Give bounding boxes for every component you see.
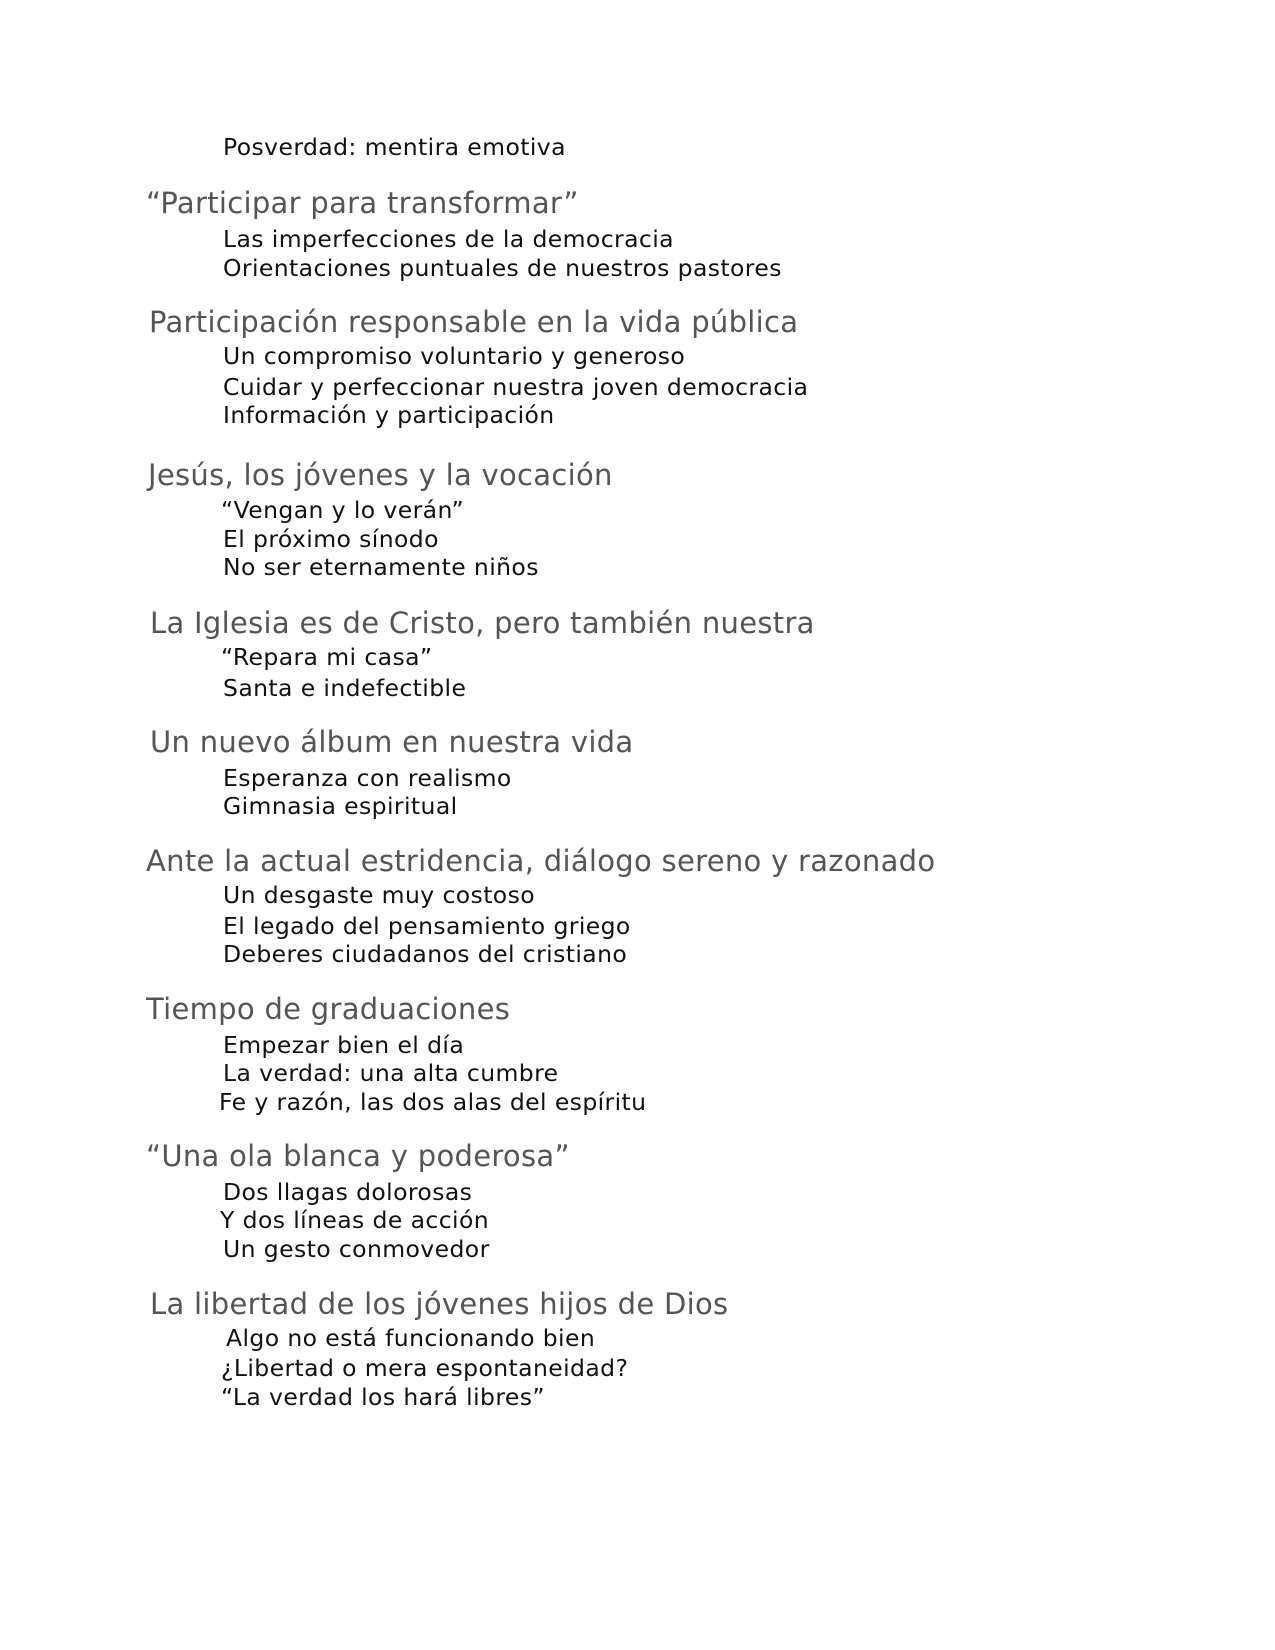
section-title: La libertad de los jóvenes hijos de Dios [150, 1287, 729, 1321]
section-title: La Iglesia es de Cristo, pero también nuestra [150, 606, 815, 640]
section-item: Santa e indefectible [223, 674, 467, 702]
section-item: Gimnasia espiritual [223, 792, 458, 820]
section-title: Tiempo de graduaciones [146, 992, 511, 1026]
section-item: Orientaciones puntuales de nuestros pastores [223, 254, 782, 282]
section-item: El legado del pensamiento griego [223, 912, 631, 940]
section-item: Información y participación [223, 401, 555, 429]
section-item: El próximo sínodo [223, 525, 439, 553]
section-item: Empezar bien el día [223, 1031, 465, 1059]
section-item: Deberes ciudadanos del cristiano [223, 940, 628, 968]
section-title: “Participar para transformar” [146, 186, 579, 220]
section-item: Esperanza con realismo [223, 764, 512, 792]
section-title: Un nuevo álbum en nuestra vida [150, 725, 634, 759]
section-item: No ser eternamente niños [223, 553, 539, 581]
section-item: Y dos líneas de acción [220, 1206, 490, 1234]
section-item: Dos llagas dolorosas [223, 1178, 473, 1206]
section-item: “Vengan y lo verán” [221, 496, 465, 524]
section-item: Un desgaste muy costoso [223, 881, 536, 909]
section-item: “La verdad los hará libres” [221, 1383, 545, 1411]
section-item: “Repara mi casa” [221, 643, 433, 671]
section-item: ¿Libertad o mera espontaneidad? [221, 1354, 629, 1382]
section-item: Un compromiso voluntario y generoso [223, 342, 686, 370]
section-title: Jesús, los jóvenes y la vocación [148, 458, 613, 492]
section-item: Las imperfecciones de la democracia [223, 225, 674, 253]
section-item: Cuidar y perfeccionar nuestra joven democracia [223, 373, 809, 401]
section-title: Participación responsable en la vida pública [149, 305, 799, 339]
section-item: Algo no está funcionando bien [226, 1324, 596, 1352]
intro-item: Posverdad: mentira emotiva [223, 133, 566, 161]
section-item: La verdad: una alta cumbre [223, 1059, 559, 1087]
section-item: Fe y razón, las dos alas del espíritu [219, 1088, 647, 1116]
section-item: Un gesto conmovedor [223, 1235, 490, 1263]
section-title: Ante la actual estridencia, diálogo sereno y razonado [146, 844, 936, 878]
section-title: “Una ola blanca y poderosa” [146, 1139, 570, 1173]
